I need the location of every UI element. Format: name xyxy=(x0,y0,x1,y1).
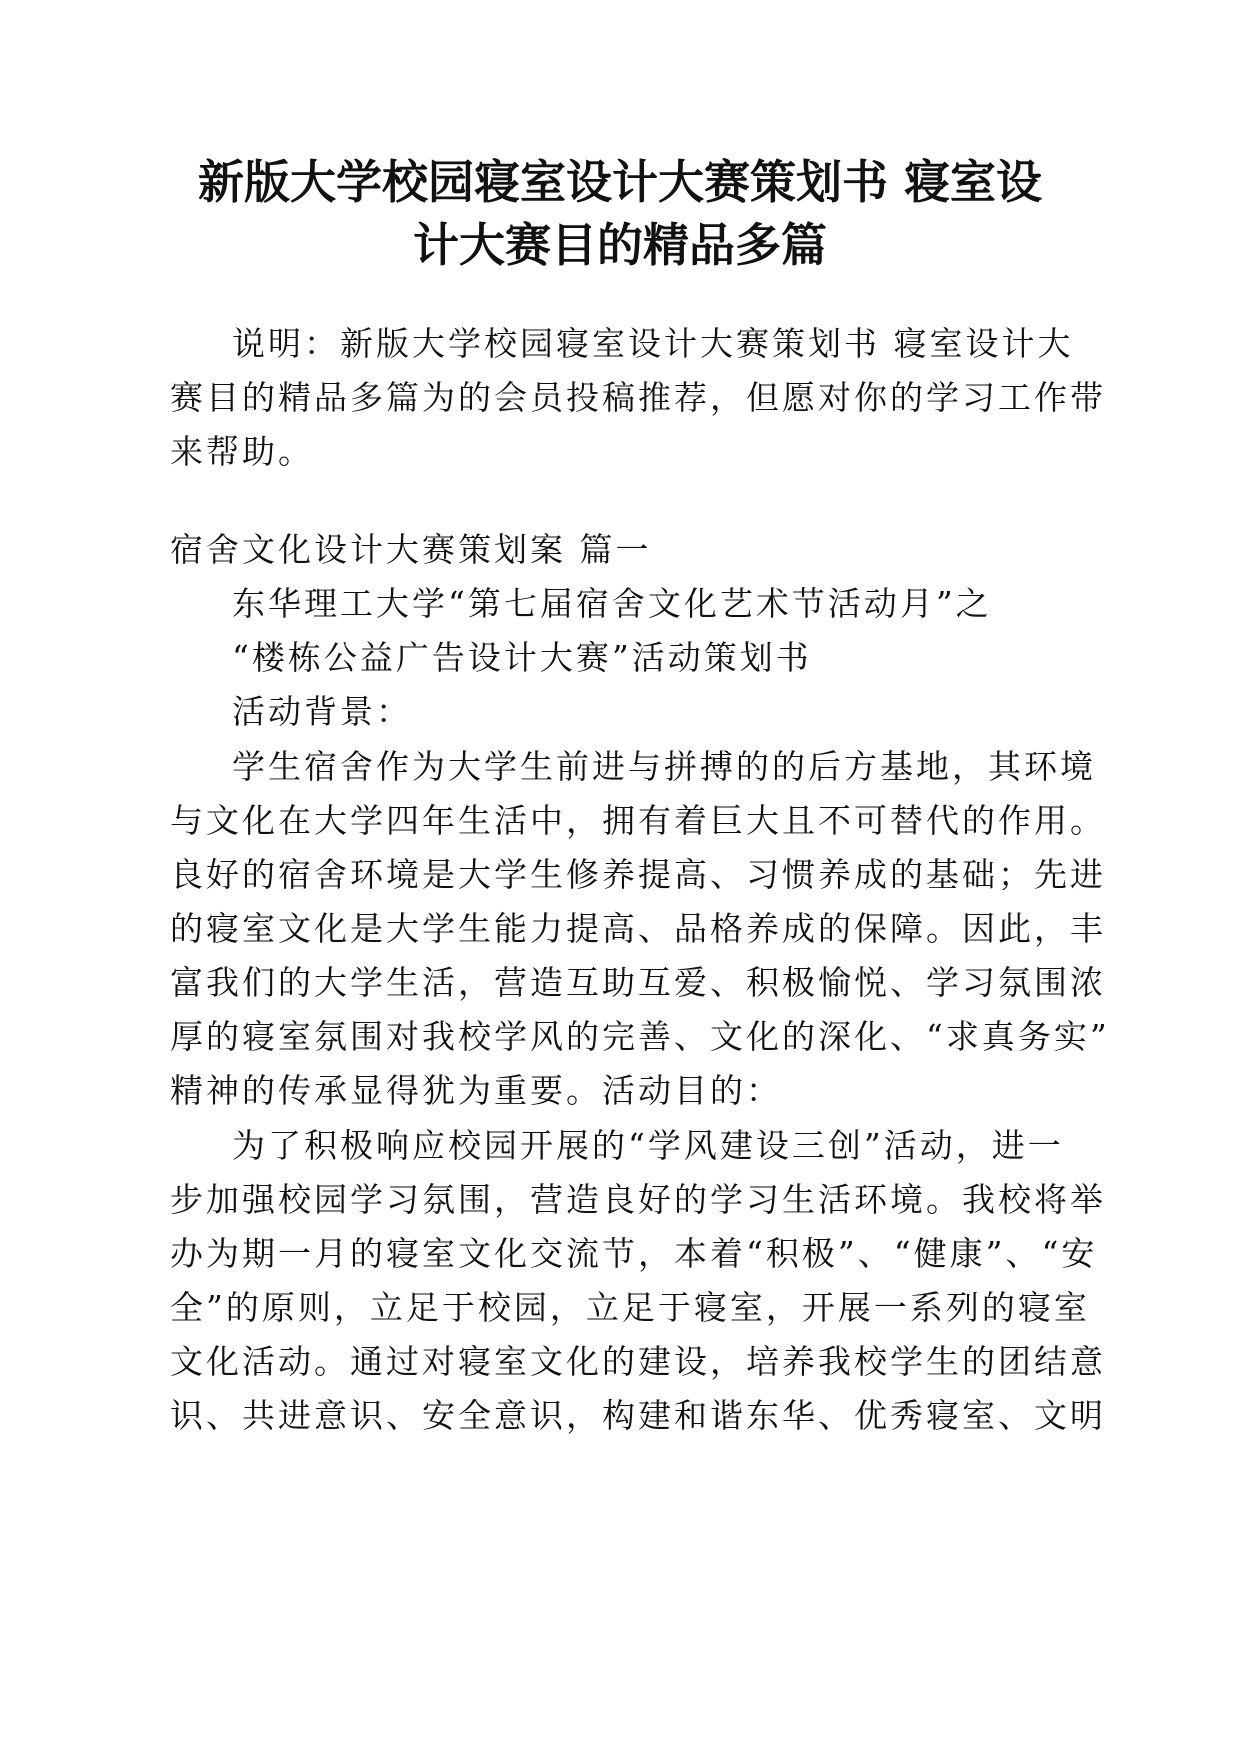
background-line: 富我们的大学生活，营造互助互爱、积极愉悦、学习氛围浓 xyxy=(170,963,1106,1002)
background-line: 厚的寝室氛围对我校学风的完善、文化的深化、“求真务实” xyxy=(170,1017,1110,1056)
purpose-line: 办为期一月的寝室文化交流节，本着“积极”、“健康”、“安 xyxy=(170,1234,1098,1273)
event-title-line-2: “楼栋公益广告设计大赛”活动策划书 xyxy=(232,638,812,677)
background-line: 的寝室文化是大学生能力提高、品格养成的保障。因此，丰 xyxy=(170,909,1106,948)
background-label: 活动背景： xyxy=(232,692,412,731)
intro-line: 说明：新版大学校园寝室设计大赛策划书 寝室设计大 xyxy=(232,324,1074,363)
intro-line: 来帮助。 xyxy=(170,432,314,471)
background-line: 良好的宿舍环境是大学生修养提高、习惯养成的基础；先进 xyxy=(170,855,1106,894)
purpose-line: 文化活动。通过对寝室文化的建设，培养我校学生的团结意 xyxy=(170,1342,1106,1381)
background-line: 与文化在大学四年生活中，拥有着巨大且不可替代的作用。 xyxy=(170,801,1106,840)
background-line: 精神的传承显得犹为重要。活动目的： xyxy=(170,1071,782,1110)
purpose-line: 全”的原则，立足于校园，立足于寝室，开展一系列的寝室 xyxy=(170,1288,1090,1327)
event-title-line-1: 东华理工大学“第七届宿舍文化艺术节活动月”之 xyxy=(232,584,992,623)
intro-line: 赛目的精品多篇为的会员投稿推荐，但愿对你的学习工作带 xyxy=(170,378,1106,417)
purpose-line: 步加强校园学习氛围，营造良好的学习生活环境。我校将举 xyxy=(170,1180,1106,1219)
document-title-line-1: 新版大学校园寝室设计大赛策划书 寝室设 xyxy=(197,155,1042,209)
purpose-line: 识、共进意识、安全意识，构建和谐东华、优秀寝室、文明 xyxy=(170,1396,1106,1435)
background-line: 学生宿舍作为大学生前进与拼搏的的后方基地，其环境 xyxy=(232,747,1096,786)
purpose-line: 为了积极响应校园开展的“学风建设三创”活动，进一 xyxy=(232,1126,1064,1165)
document-title-line-2: 计大赛目的精品多篇 xyxy=(413,218,827,272)
section-heading: 宿舍文化设计大赛策划案 篇一 xyxy=(170,530,652,569)
